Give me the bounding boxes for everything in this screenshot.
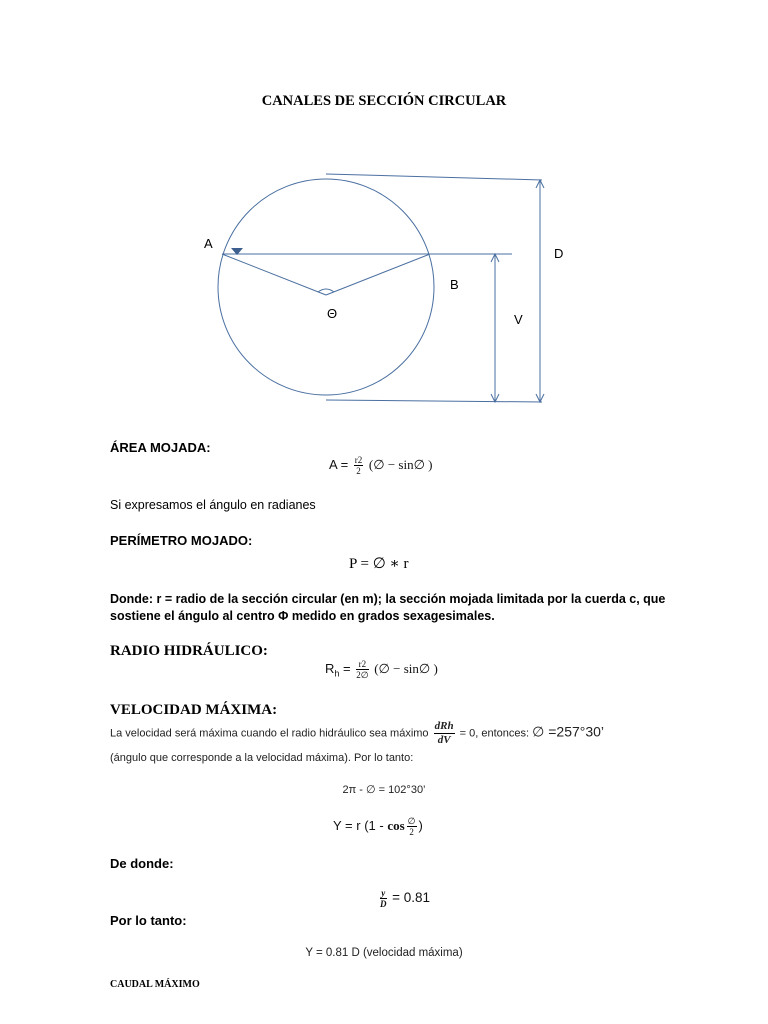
- de-donde-fraction: [380, 888, 387, 909]
- velocidad-frac-den: dV: [437, 734, 451, 746]
- velocidad-heading: VELOCIDAD MÁXIMA:: [110, 702, 278, 718]
- velocidad-eq2-cos: cos: [387, 817, 405, 833]
- velocidad-line2: (ángulo que corresponde a la velocidad máxima). Por lo tanto:: [110, 752, 414, 764]
- diagram-label-a: A: [204, 236, 213, 251]
- area-fraction: [354, 455, 364, 476]
- area-rhs: (∅ − sin∅ ): [368, 456, 433, 472]
- de-donde-den: D: [380, 899, 387, 909]
- radio-lhs-sub: h: [334, 668, 340, 679]
- page-title: CANALES DE SECCIÓN CIRCULAR: [261, 93, 507, 109]
- area-formula: [329, 455, 432, 476]
- angle-arc: [318, 289, 334, 292]
- radio-lhs: [325, 660, 340, 679]
- por-lo-tanto-heading: Por lo tanto:: [110, 913, 187, 928]
- radius-right: [326, 254, 430, 295]
- radio-frac-num: r2: [356, 659, 368, 670]
- radio-rhs: (∅ − sin∅ ): [374, 660, 438, 676]
- velocidad-frac-num: dRh: [434, 720, 454, 732]
- de-donde-heading: De donde:: [110, 856, 174, 871]
- velocidad-eq2-den: 2: [409, 827, 414, 837]
- bottom-tangent: [326, 400, 542, 402]
- velocidad-derivative: [434, 720, 455, 747]
- velocidad-line1-a: La velocidad será máxima cuando el radio hidráulico sea máximo: [110, 727, 429, 740]
- channel-circle: [218, 179, 434, 395]
- diagram-label-b: B: [450, 277, 459, 292]
- caudal-heading: CAUDAL MÁXIMO: [110, 979, 200, 990]
- radians-note: Si expresamos el ángulo en radianes: [110, 498, 316, 512]
- area-frac-den: 2: [356, 466, 361, 476]
- velocidad-eq2-fraction: [407, 816, 417, 837]
- radius-left: [222, 254, 326, 295]
- radio-heading: RADIO HIDRÁULICO:: [110, 643, 268, 659]
- circular-channel-diagram: [0, 0, 768, 420]
- perimetro-heading: PERÍMETRO MOJADO:: [110, 533, 253, 548]
- velocidad-line1: [110, 720, 604, 747]
- area-heading: ÁREA MOJADA:: [110, 440, 211, 455]
- velocidad-line1-b: = 0, entonces:: [459, 727, 530, 740]
- velocidad-angle: ∅ =257°30’: [532, 723, 605, 740]
- de-donde-formula: [378, 888, 430, 909]
- radio-fraction: [356, 659, 368, 680]
- velocidad-eq2-num: ∅: [407, 816, 416, 826]
- diagram-label-d: D: [554, 246, 564, 261]
- radio-frac-den: 2∅: [356, 670, 369, 680]
- diagram-label-v: V: [514, 312, 523, 327]
- velocidad-eq2-b: ): [418, 817, 423, 833]
- radio-formula: [325, 659, 438, 680]
- velocidad-eq2: [333, 816, 423, 837]
- por-lo-tanto-result: Y = 0.81 D (velocidad máxima): [305, 947, 463, 959]
- de-donde-rhs: = 0.81: [392, 889, 431, 905]
- donde-paragraph: Donde: r = radio de la sección circular (en m); la sección mojada limitada por la cuerda c, que sostiene el ángulo al centro Φ medido en grados sexagesimales.: [110, 592, 666, 623]
- top-tangent: [326, 174, 542, 180]
- velocidad-eq1: 2π - ∅ = 102°30’: [342, 784, 426, 796]
- area-frac-num: r2: [354, 455, 363, 465]
- perimetro-formula: P = ∅ ∗ r: [349, 556, 409, 572]
- de-donde-num: y: [381, 888, 386, 898]
- radio-lhs-main: R: [325, 660, 335, 676]
- velocidad-eq2-a: Y = r (1 -: [333, 817, 384, 833]
- diagram-label-theta: Θ: [327, 306, 338, 321]
- area-lhs: A =: [329, 456, 349, 472]
- radio-eq: =: [343, 660, 351, 676]
